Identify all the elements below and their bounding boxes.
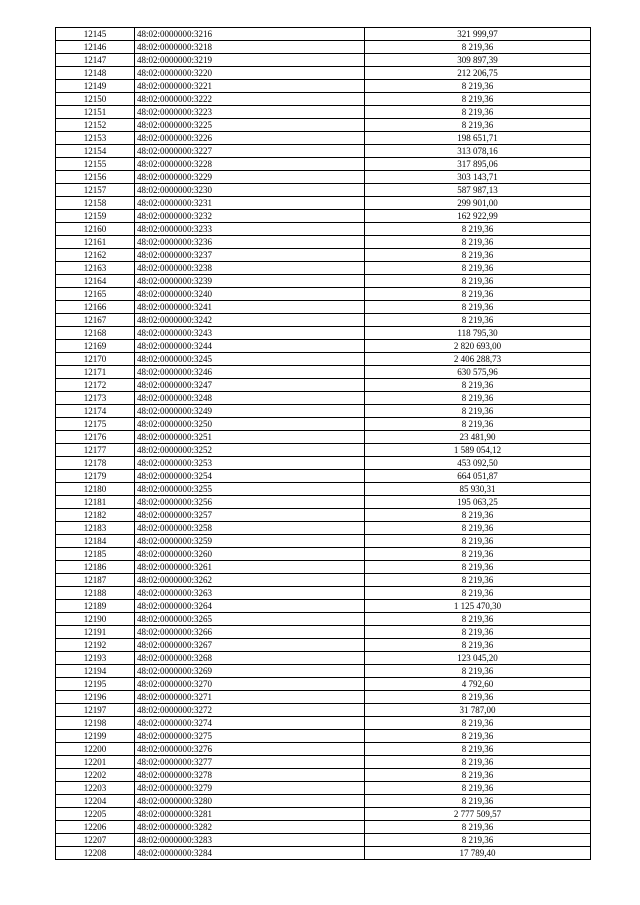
cadastral-number-cell: 48:02:0000000:3271 (135, 691, 365, 704)
row-number-cell: 12167 (56, 314, 135, 327)
cadastral-value-cell: 1 125 470,30 (365, 600, 591, 613)
row-number-cell: 12172 (56, 379, 135, 392)
cadastral-number-cell: 48:02:0000000:3258 (135, 522, 365, 535)
cadastral-value-cell: 630 575,96 (365, 366, 591, 379)
cadastral-value-cell: 31 787,00 (365, 704, 591, 717)
table-row (56, 236, 591, 249)
row-number-cell: 12155 (56, 158, 135, 171)
cadastral-value-cell: 8 219,36 (365, 795, 591, 808)
table-row (56, 717, 591, 730)
cadastral-number-cell: 48:02:0000000:3216 (135, 28, 365, 41)
table-row (56, 262, 591, 275)
row-number-cell: 12193 (56, 652, 135, 665)
table-row (56, 691, 591, 704)
cadastral-value-cell: 8 219,36 (365, 730, 591, 743)
row-number-cell: 12152 (56, 119, 135, 132)
row-number-cell: 12164 (56, 275, 135, 288)
row-number-cell: 12181 (56, 496, 135, 509)
table-row (56, 223, 591, 236)
table-row (56, 418, 591, 431)
cadastral-number-cell: 48:02:0000000:3248 (135, 392, 365, 405)
cadastral-number-cell: 48:02:0000000:3265 (135, 613, 365, 626)
cadastral-value-cell: 8 219,36 (365, 236, 591, 249)
cadastral-value-cell: 8 219,36 (365, 626, 591, 639)
table-row (56, 340, 591, 353)
table-row (56, 704, 591, 717)
cadastral-value-cell: 8 219,36 (365, 405, 591, 418)
cadastral-number-cell: 48:02:0000000:3253 (135, 457, 365, 470)
cadastral-number-cell: 48:02:0000000:3272 (135, 704, 365, 717)
cadastral-number-cell: 48:02:0000000:3262 (135, 574, 365, 587)
row-number-cell: 12158 (56, 197, 135, 210)
cadastral-value-cell: 8 219,36 (365, 249, 591, 262)
row-number-cell: 12162 (56, 249, 135, 262)
row-number-cell: 12179 (56, 470, 135, 483)
cadastral-number-cell: 48:02:0000000:3219 (135, 54, 365, 67)
cadastral-value-cell: 8 219,36 (365, 418, 591, 431)
row-number-cell: 12183 (56, 522, 135, 535)
row-number-cell: 12180 (56, 483, 135, 496)
table-row (56, 626, 591, 639)
table-row (56, 171, 591, 184)
cadastral-number-cell: 48:02:0000000:3218 (135, 41, 365, 54)
cadastral-value-cell: 8 219,36 (365, 262, 591, 275)
table-row (56, 67, 591, 80)
cadastral-number-cell: 48:02:0000000:3223 (135, 106, 365, 119)
row-number-cell: 12169 (56, 340, 135, 353)
cadastral-number-cell: 48:02:0000000:3270 (135, 678, 365, 691)
cadastral-number-cell: 48:02:0000000:3284 (135, 847, 365, 860)
row-number-cell: 12147 (56, 54, 135, 67)
cadastral-value-cell: 23 481,90 (365, 431, 591, 444)
cadastral-number-cell: 48:02:0000000:3240 (135, 288, 365, 301)
row-number-cell: 12168 (56, 327, 135, 340)
row-number-cell: 12188 (56, 587, 135, 600)
cadastral-value-cell: 8 219,36 (365, 574, 591, 587)
cadastral-value-cell: 313 078,16 (365, 145, 591, 158)
cadastral-value-cell: 8 219,36 (365, 106, 591, 119)
row-number-cell: 12190 (56, 613, 135, 626)
table-row (56, 327, 591, 340)
cadastral-number-cell: 48:02:0000000:3276 (135, 743, 365, 756)
cadastral-number-cell: 48:02:0000000:3221 (135, 80, 365, 93)
row-number-cell: 12207 (56, 834, 135, 847)
cadastral-number-cell: 48:02:0000000:3254 (135, 470, 365, 483)
row-number-cell: 12170 (56, 353, 135, 366)
cadastral-number-cell: 48:02:0000000:3226 (135, 132, 365, 145)
table-row (56, 379, 591, 392)
table-row (56, 509, 591, 522)
cadastral-value-cell: 8 219,36 (365, 41, 591, 54)
table-row (56, 184, 591, 197)
cadastral-value-cell: 8 219,36 (365, 561, 591, 574)
row-number-cell: 12204 (56, 795, 135, 808)
cadastral-value-cell: 8 219,36 (365, 223, 591, 236)
cadastral-value-cell: 8 219,36 (365, 288, 591, 301)
row-number-cell: 12163 (56, 262, 135, 275)
table-row (56, 197, 591, 210)
cadastral-value-cell: 317 895,06 (365, 158, 591, 171)
cadastral-number-cell: 48:02:0000000:3243 (135, 327, 365, 340)
cadastral-number-cell: 48:02:0000000:3220 (135, 67, 365, 80)
row-number-cell: 12201 (56, 756, 135, 769)
row-number-cell: 12165 (56, 288, 135, 301)
cadastral-value-cell: 8 219,36 (365, 613, 591, 626)
row-number-cell: 12202 (56, 769, 135, 782)
cadastral-value-cell: 123 045,20 (365, 652, 591, 665)
table-row (56, 431, 591, 444)
cadastral-value-cell: 8 219,36 (365, 691, 591, 704)
cadastral-number-cell: 48:02:0000000:3280 (135, 795, 365, 808)
cadastral-value-cell: 8 219,36 (365, 821, 591, 834)
row-number-cell: 12185 (56, 548, 135, 561)
cadastral-number-cell: 48:02:0000000:3277 (135, 756, 365, 769)
table-row (56, 769, 591, 782)
table-row (56, 756, 591, 769)
cadastral-value-cell: 8 219,36 (365, 80, 591, 93)
table-row (56, 652, 591, 665)
cadastral-value-cell: 309 897,39 (365, 54, 591, 67)
table-row (56, 457, 591, 470)
cadastral-number-cell: 48:02:0000000:3275 (135, 730, 365, 743)
cadastral-value-cell: 212 206,75 (365, 67, 591, 80)
cadastral-number-cell: 48:02:0000000:3244 (135, 340, 365, 353)
cadastral-number-cell: 48:02:0000000:3256 (135, 496, 365, 509)
row-number-cell: 12176 (56, 431, 135, 444)
row-number-cell: 12189 (56, 600, 135, 613)
cadastral-number-cell: 48:02:0000000:3238 (135, 262, 365, 275)
cadastral-number-cell: 48:02:0000000:3246 (135, 366, 365, 379)
table-row (56, 483, 591, 496)
cadastral-value-cell: 8 219,36 (365, 314, 591, 327)
row-number-cell: 12171 (56, 366, 135, 379)
table-row (56, 743, 591, 756)
cadastral-number-cell: 48:02:0000000:3233 (135, 223, 365, 236)
cadastral-value-cell: 198 651,71 (365, 132, 591, 145)
cadastral-value-cell: 8 219,36 (365, 379, 591, 392)
cadastral-number-cell: 48:02:0000000:3239 (135, 275, 365, 288)
table-row (56, 93, 591, 106)
table-row (56, 496, 591, 509)
table-row (56, 392, 591, 405)
cadastral-value-cell: 8 219,36 (365, 119, 591, 132)
row-number-cell: 12200 (56, 743, 135, 756)
table-row (56, 795, 591, 808)
cadastral-value-cell: 118 795,30 (365, 327, 591, 340)
table-row (56, 275, 591, 288)
cadastral-value-cell: 8 219,36 (365, 535, 591, 548)
cadastral-number-cell: 48:02:0000000:3279 (135, 782, 365, 795)
table-row (56, 80, 591, 93)
row-number-cell: 12195 (56, 678, 135, 691)
cadastral-number-cell: 48:02:0000000:3249 (135, 405, 365, 418)
cadastral-number-cell: 48:02:0000000:3274 (135, 717, 365, 730)
cadastral-value-cell: 2 820 693,00 (365, 340, 591, 353)
cadastral-number-cell: 48:02:0000000:3232 (135, 210, 365, 223)
cadastral-number-cell: 48:02:0000000:3260 (135, 548, 365, 561)
cadastral-value-cell: 85 930,31 (365, 483, 591, 496)
cadastral-value-cell: 8 219,36 (365, 665, 591, 678)
cadastral-value-cell: 299 901,00 (365, 197, 591, 210)
cadastral-number-cell: 48:02:0000000:3229 (135, 171, 365, 184)
cadastral-value-cell: 8 219,36 (365, 587, 591, 600)
table-row (56, 41, 591, 54)
table-row (56, 561, 591, 574)
table-row (56, 210, 591, 223)
cadastral-number-cell: 48:02:0000000:3269 (135, 665, 365, 678)
table-row (56, 535, 591, 548)
row-number-cell: 12198 (56, 717, 135, 730)
table-row (56, 54, 591, 67)
cadastral-number-cell: 48:02:0000000:3282 (135, 821, 365, 834)
row-number-cell: 12186 (56, 561, 135, 574)
cadastral-value-cell: 8 219,36 (365, 509, 591, 522)
cadastral-value-cell: 8 219,36 (365, 301, 591, 314)
row-number-cell: 12173 (56, 392, 135, 405)
row-number-cell: 12175 (56, 418, 135, 431)
cadastral-number-cell: 48:02:0000000:3245 (135, 353, 365, 366)
cadastral-number-cell: 48:02:0000000:3257 (135, 509, 365, 522)
table-row (56, 366, 591, 379)
cadastral-number-cell: 48:02:0000000:3283 (135, 834, 365, 847)
row-number-cell: 12159 (56, 210, 135, 223)
table-row (56, 132, 591, 145)
cadastral-number-cell: 48:02:0000000:3266 (135, 626, 365, 639)
table-row (56, 678, 591, 691)
table-row (56, 119, 591, 132)
cadastral-number-cell: 48:02:0000000:3225 (135, 119, 365, 132)
row-number-cell: 12192 (56, 639, 135, 652)
cadastral-value-cell: 8 219,36 (365, 782, 591, 795)
row-number-cell: 12208 (56, 847, 135, 860)
row-number-cell: 12203 (56, 782, 135, 795)
cadastral-value-cell: 8 219,36 (365, 639, 591, 652)
row-number-cell: 12194 (56, 665, 135, 678)
cadastral-value-cell: 8 219,36 (365, 275, 591, 288)
cadastral-number-cell: 48:02:0000000:3242 (135, 314, 365, 327)
cadastral-number-cell: 48:02:0000000:3250 (135, 418, 365, 431)
cadastral-value-cell: 8 219,36 (365, 93, 591, 106)
table-row (56, 522, 591, 535)
cadastral-value-cell: 303 143,71 (365, 171, 591, 184)
cadastral-number-cell: 48:02:0000000:3231 (135, 197, 365, 210)
cadastral-value-cell: 8 219,36 (365, 392, 591, 405)
table-row (56, 782, 591, 795)
row-number-cell: 12148 (56, 67, 135, 80)
table-row (56, 444, 591, 457)
row-number-cell: 12174 (56, 405, 135, 418)
cadastral-number-cell: 48:02:0000000:3263 (135, 587, 365, 600)
row-number-cell: 12206 (56, 821, 135, 834)
cadastral-number-cell: 48:02:0000000:3227 (135, 145, 365, 158)
row-number-cell: 12154 (56, 145, 135, 158)
cadastral-value-cell: 4 792,60 (365, 678, 591, 691)
table-row (56, 587, 591, 600)
cadastral-value-cell: 8 219,36 (365, 769, 591, 782)
cadastral-value-cell: 453 092,50 (365, 457, 591, 470)
table-row (56, 834, 591, 847)
row-number-cell: 12157 (56, 184, 135, 197)
cadastral-number-cell: 48:02:0000000:3241 (135, 301, 365, 314)
row-number-cell: 12166 (56, 301, 135, 314)
table-row (56, 249, 591, 262)
row-number-cell: 12184 (56, 535, 135, 548)
table-row (56, 821, 591, 834)
cadastral-number-cell: 48:02:0000000:3261 (135, 561, 365, 574)
row-number-cell: 12196 (56, 691, 135, 704)
table-row (56, 730, 591, 743)
row-number-cell: 12153 (56, 132, 135, 145)
cadastral-value-cell: 8 219,36 (365, 522, 591, 535)
row-number-cell: 12161 (56, 236, 135, 249)
row-number-cell: 12149 (56, 80, 135, 93)
row-number-cell: 12178 (56, 457, 135, 470)
cadastral-value-cell: 8 219,36 (365, 548, 591, 561)
cadastral-number-cell: 48:02:0000000:3237 (135, 249, 365, 262)
cadastral-value-cell: 195 063,25 (365, 496, 591, 509)
cadastral-value-cell: 8 219,36 (365, 834, 591, 847)
cadastral-value-cell: 1 589 054,12 (365, 444, 591, 457)
table-row (56, 405, 591, 418)
cadastral-number-cell: 48:02:0000000:3268 (135, 652, 365, 665)
row-number-cell: 12177 (56, 444, 135, 457)
row-number-cell: 12199 (56, 730, 135, 743)
row-number-cell: 12187 (56, 574, 135, 587)
cadastral-number-cell: 48:02:0000000:3222 (135, 93, 365, 106)
table-row (56, 470, 591, 483)
row-number-cell: 12145 (56, 28, 135, 41)
cadastral-number-cell: 48:02:0000000:3247 (135, 379, 365, 392)
cadastral-number-cell: 48:02:0000000:3264 (135, 600, 365, 613)
table-row (56, 28, 591, 41)
table-row (56, 639, 591, 652)
row-number-cell: 12197 (56, 704, 135, 717)
cadastral-value-table (55, 27, 591, 860)
table-row (56, 158, 591, 171)
table-row (56, 600, 591, 613)
row-number-cell: 12146 (56, 41, 135, 54)
cadastral-value-cell: 321 999,97 (365, 28, 591, 41)
table-row (56, 145, 591, 158)
table-row (56, 353, 591, 366)
table-row (56, 613, 591, 626)
table-row (56, 808, 591, 821)
cadastral-number-cell: 48:02:0000000:3267 (135, 639, 365, 652)
row-number-cell: 12191 (56, 626, 135, 639)
cadastral-number-cell: 48:02:0000000:3228 (135, 158, 365, 171)
row-number-cell: 12156 (56, 171, 135, 184)
cadastral-value-cell: 8 219,36 (365, 717, 591, 730)
table-row (56, 665, 591, 678)
cadastral-number-cell: 48:02:0000000:3251 (135, 431, 365, 444)
cadastral-number-cell: 48:02:0000000:3252 (135, 444, 365, 457)
table-row (56, 847, 591, 860)
row-number-cell: 12160 (56, 223, 135, 236)
table-row (56, 106, 591, 119)
cadastral-value-cell: 8 219,36 (365, 743, 591, 756)
cadastral-number-cell: 48:02:0000000:3230 (135, 184, 365, 197)
cadastral-value-cell: 587 987,13 (365, 184, 591, 197)
table-row (56, 574, 591, 587)
table-row (56, 301, 591, 314)
cadastral-number-cell: 48:02:0000000:3236 (135, 236, 365, 249)
table-row (56, 548, 591, 561)
table-row (56, 288, 591, 301)
row-number-cell: 12150 (56, 93, 135, 106)
cadastral-value-cell: 162 922,99 (365, 210, 591, 223)
cadastral-value-cell: 2 777 509,57 (365, 808, 591, 821)
cadastral-value-cell: 8 219,36 (365, 756, 591, 769)
cadastral-value-cell: 2 406 288,73 (365, 353, 591, 366)
cadastral-number-cell: 48:02:0000000:3278 (135, 769, 365, 782)
row-number-cell: 12151 (56, 106, 135, 119)
cadastral-value-cell: 17 789,40 (365, 847, 591, 860)
table-row (56, 314, 591, 327)
cadastral-value-cell: 664 051,87 (365, 470, 591, 483)
cadastral-number-cell: 48:02:0000000:3259 (135, 535, 365, 548)
cadastral-number-cell: 48:02:0000000:3281 (135, 808, 365, 821)
row-number-cell: 12182 (56, 509, 135, 522)
row-number-cell: 12205 (56, 808, 135, 821)
table-body (56, 28, 591, 860)
cadastral-number-cell: 48:02:0000000:3255 (135, 483, 365, 496)
